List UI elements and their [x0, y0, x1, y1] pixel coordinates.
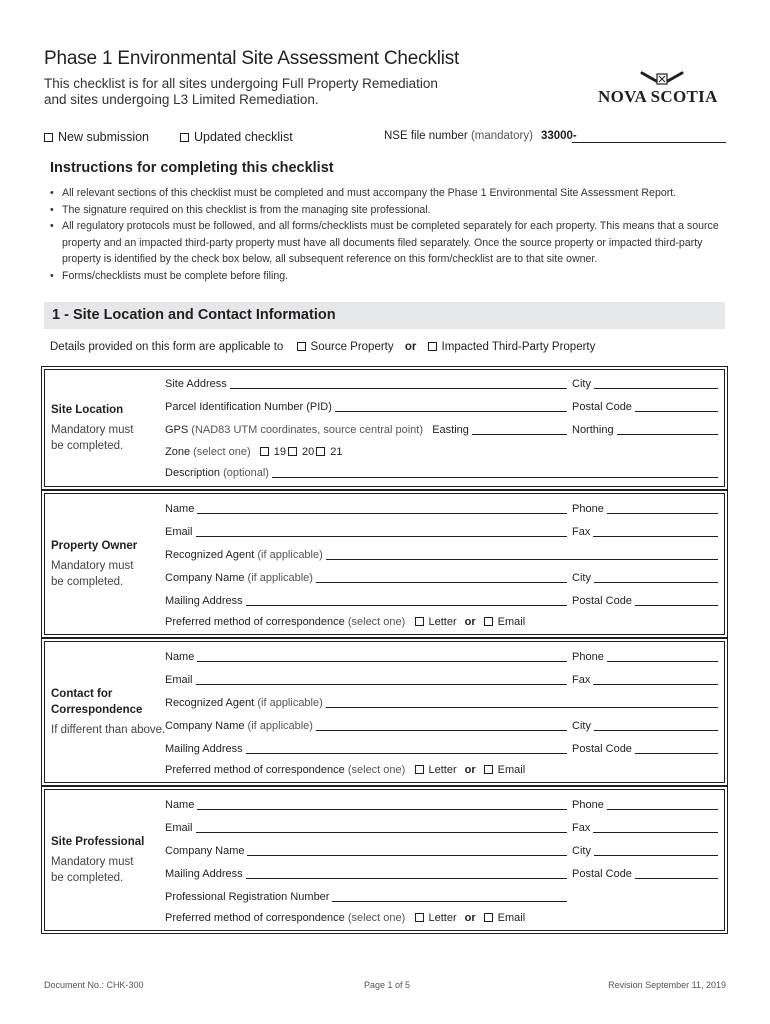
phone-label: Phone: [572, 651, 607, 663]
gps-row: [165, 424, 718, 438]
postal-code-label: Postal Code: [572, 868, 635, 880]
page-subtitle: [44, 76, 438, 108]
property-owner-box: [44, 493, 725, 635]
instruction-item: • Forms/checklists must be complete before filing.: [48, 268, 728, 285]
site-professional-side: [51, 834, 144, 886]
pro-name-row: [165, 799, 718, 813]
site-address-label: Site Address: [165, 378, 230, 390]
easting-label: Easting: [432, 424, 469, 436]
site-location-side: [51, 402, 133, 454]
site-address-row: [165, 378, 718, 392]
subtitle-line-1: This checklist is for all sites undergoing Full Property Remediation: [44, 76, 438, 91]
description-label: [165, 467, 272, 479]
contact-pref-row: [165, 764, 718, 778]
zone-19-label: 19: [273, 446, 287, 458]
pref-note: (select one): [347, 616, 406, 628]
pid-label: Parcel Identification Number (PID): [165, 401, 335, 413]
contact-email-field[interactable]: [165, 684, 567, 685]
mandatory-note: be completed.: [51, 872, 124, 884]
fax-label: Fax: [572, 674, 593, 686]
letter-label: Letter: [428, 764, 457, 776]
contact-heading: Correspondence: [51, 704, 143, 716]
pref-text: Preferred method of correspondence: [165, 912, 345, 924]
applicability-row: [50, 341, 595, 353]
agent-label: [165, 549, 326, 561]
nse-prefix: 33000-: [540, 130, 577, 142]
applicability-label: Details provided on this form are applicable to: [50, 341, 284, 353]
email-label: Email: [165, 526, 196, 538]
name-label: Name: [165, 651, 197, 663]
mailing-label: Mailing Address: [165, 743, 246, 755]
new-submission-checkbox[interactable]: [44, 133, 53, 142]
email-label: Email: [165, 674, 196, 686]
description-text: Description: [165, 467, 221, 479]
new-submission-option[interactable]: [44, 130, 149, 144]
gps-label: [165, 424, 472, 436]
document-number: Document No.: CHK-300: [44, 980, 144, 990]
or-separator: or: [464, 616, 476, 628]
instructions-heading: Instructions for completing this checklist: [50, 160, 334, 176]
letter-checkbox[interactable]: [415, 617, 424, 626]
mandatory-note: Mandatory must: [51, 560, 134, 572]
company-note: (if applicable): [247, 720, 313, 732]
pro-email-field[interactable]: [165, 832, 567, 833]
company-label: [165, 720, 316, 732]
impacted-property-label: Impacted Third-Party Property: [441, 341, 596, 353]
source-property-label: Source Property: [310, 341, 394, 353]
mailing-label: Mailing Address: [165, 595, 246, 607]
zone-19-checkbox[interactable]: [260, 447, 269, 456]
agent-text: Recognized Agent: [165, 549, 255, 561]
owner-mailing-row: [165, 595, 718, 609]
updated-checklist-label: Updated checklist: [194, 130, 293, 144]
mandatory-note: Mandatory must: [51, 856, 134, 868]
gps-text: GPS: [165, 424, 189, 436]
mandatory-note: Mandatory must: [51, 424, 134, 436]
pro-pref-row: [165, 912, 718, 926]
mandatory-note: be completed.: [51, 440, 124, 452]
updated-checklist-checkbox[interactable]: [180, 133, 189, 142]
city-label: City: [572, 845, 594, 857]
email-option-label: Email: [497, 764, 526, 776]
property-owner-heading: Property Owner: [51, 540, 138, 552]
pro-mailing-row: [165, 868, 718, 882]
zone-20-label: 20: [302, 446, 315, 458]
contact-mailing-row: [165, 743, 718, 757]
agent-note: (if applicable): [257, 697, 323, 709]
contact-fax-field[interactable]: [572, 684, 718, 685]
pro-email-row: [165, 822, 718, 836]
contact-name-row: [165, 651, 718, 665]
nse-label-text: NSE file number: [384, 130, 468, 142]
logo-wordmark: NOVA SCOTIA: [598, 87, 718, 106]
letter-checkbox[interactable]: [415, 913, 424, 922]
zone-text: Zone: [165, 446, 191, 458]
contact-note: If different than above.: [51, 724, 166, 736]
nova-scotia-logo: [598, 70, 728, 110]
owner-email-row: [165, 526, 718, 540]
source-property-checkbox[interactable]: [297, 342, 306, 351]
pref-text: Preferred method of correspondence: [165, 616, 345, 628]
owner-name-field[interactable]: [165, 513, 567, 514]
name-label: Name: [165, 799, 197, 811]
company-label: [165, 572, 316, 584]
phone-label: Phone: [572, 799, 607, 811]
pref-label: [165, 764, 528, 776]
property-owner-side: [51, 538, 137, 590]
email-checkbox[interactable]: [484, 765, 493, 774]
pref-note: (select one): [347, 764, 406, 776]
description-row: [165, 467, 718, 481]
site-professional-box: [44, 789, 725, 931]
phone-label: Phone: [572, 503, 607, 515]
new-submission-label: New submission: [58, 130, 150, 144]
postal-code-label: Postal Code: [572, 743, 635, 755]
fax-label: Fax: [572, 822, 593, 834]
company-label: Company Name: [165, 845, 247, 857]
company-text: Company Name: [165, 572, 245, 584]
subtitle-line-2: and sites undergoing L3 Limited Remediation.: [44, 92, 319, 107]
registration-label: Professional Registration Number: [165, 891, 332, 903]
email-option-label: Email: [497, 616, 526, 628]
zone-21-label: 21: [330, 446, 343, 458]
company-text: Company Name: [165, 720, 245, 732]
instruction-item: • The signature required on this checklist is from the managing site professional.: [48, 202, 728, 219]
postal-code-label: Postal Code: [572, 595, 635, 607]
or-separator: or: [464, 764, 476, 776]
agent-label: [165, 697, 326, 709]
name-label: Name: [165, 503, 197, 515]
contact-email-row: [165, 674, 718, 688]
zone-20-checkbox[interactable]: [288, 447, 297, 456]
gps-note: (NAD83 UTM coordinates, source central point): [191, 424, 424, 436]
letter-label: Letter: [428, 616, 457, 628]
city-label: City: [572, 572, 594, 584]
mandatory-note: be completed.: [51, 576, 124, 588]
contact-name-field[interactable]: [165, 661, 567, 662]
zone-label: [165, 446, 346, 458]
impacted-property-checkbox[interactable]: [428, 342, 437, 351]
revision-date: Revision September 11, 2019: [608, 980, 726, 990]
letter-label: Letter: [428, 912, 457, 924]
nse-mandatory-note: (mandatory): [470, 130, 533, 142]
site-location-box: [44, 369, 725, 487]
email-checkbox[interactable]: [484, 617, 493, 626]
or-separator: or: [464, 912, 476, 924]
pref-label: [165, 616, 528, 628]
agent-note: (if applicable): [257, 549, 323, 561]
nse-file-number-field[interactable]: [572, 142, 726, 143]
postal-code-label: Postal Code: [572, 401, 635, 413]
northing-label: Northing: [572, 424, 617, 436]
email-option-label: Email: [497, 912, 526, 924]
zone-row: [165, 446, 718, 460]
section-1-header: [44, 302, 725, 329]
zone-note: (select one): [193, 446, 251, 458]
instructions-list: [48, 185, 728, 284]
section-1-title: 1 - Site Location and Contact Information: [52, 307, 336, 323]
agent-text: Recognized Agent: [165, 697, 255, 709]
instruction-item: • All relevant sections of this checklist must be completed and must accompany the Phase 1 Environmental Site Assessment Report.: [48, 185, 728, 202]
description-note: (optional): [223, 467, 269, 479]
pid-row: [165, 401, 718, 415]
site-location-heading: Site Location: [51, 404, 124, 416]
or-separator: or: [404, 341, 417, 353]
contact-box: [44, 641, 725, 783]
pref-text: Preferred method of correspondence: [165, 764, 345, 776]
owner-fax-field[interactable]: [572, 536, 718, 537]
city-label: City: [572, 378, 594, 390]
page-title: Phase 1 Environmental Site Assessment Checklist: [44, 48, 460, 69]
contact-agent-row: [165, 697, 718, 711]
pro-company-row: [165, 845, 718, 859]
site-professional-heading: Site Professional: [51, 836, 145, 848]
updated-checklist-option[interactable]: [180, 130, 293, 144]
instruction-item: • All regulatory protocols must be followed, and all forms/checklists must be completed separately for each property. This means that a source property and an impacted third-party property must have all documents filed separately. Once the source property or impacted third-party property is identified by the check box below, all subsequent reference on this form/checklist are to that site owner.: [48, 218, 728, 268]
letter-checkbox[interactable]: [415, 765, 424, 774]
pro-fax-field[interactable]: [572, 832, 718, 833]
zone-21-checkbox[interactable]: [316, 447, 325, 456]
submission-row: [44, 130, 726, 146]
owner-pref-row: [165, 616, 718, 630]
contact-company-row: [165, 720, 718, 734]
contact-side: [51, 686, 165, 738]
owner-agent-row: [165, 549, 718, 563]
owner-email-field[interactable]: [165, 536, 567, 537]
pro-registration-row: [165, 891, 718, 905]
city-label: City: [572, 720, 594, 732]
fax-label: Fax: [572, 526, 593, 538]
email-label: Email: [165, 822, 196, 834]
owner-name-row: [165, 503, 718, 517]
pro-name-field[interactable]: [165, 809, 567, 810]
company-note: (if applicable): [247, 572, 313, 584]
pref-label: [165, 912, 528, 924]
mailing-label: Mailing Address: [165, 868, 246, 880]
pref-note: (select one): [347, 912, 406, 924]
email-checkbox[interactable]: [484, 913, 493, 922]
owner-company-row: [165, 572, 718, 586]
page-number: Page 1 of 5: [364, 980, 411, 990]
nse-file-number-label: [384, 130, 577, 142]
contact-heading: Contact for: [51, 688, 113, 700]
